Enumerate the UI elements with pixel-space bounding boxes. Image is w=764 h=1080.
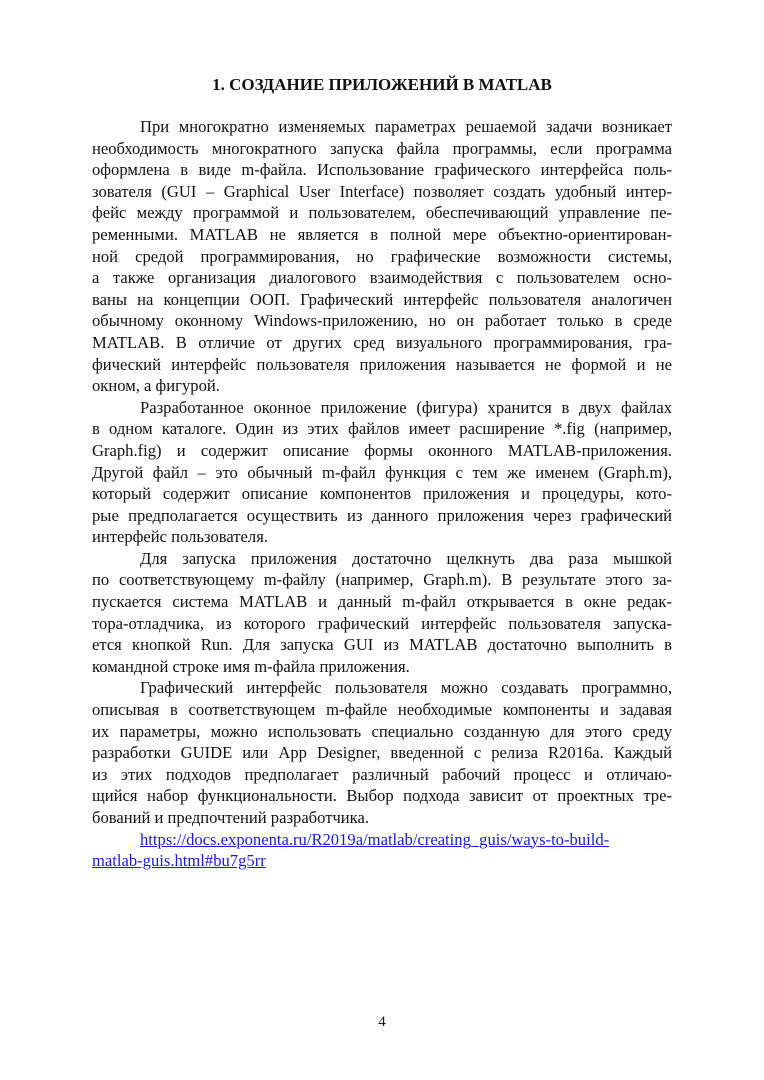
text-line: MATLAB. В отличие от других сред визуального программирования, гра- <box>92 332 672 352</box>
text-line: Graph.fig) и содержит описание формы оконного MATLAB-приложения. <box>92 440 672 460</box>
text-line: ной средой программирования, но графические возможности системы, <box>92 246 672 266</box>
text-line: Другой файл – это обычный m-файл функция с тем же именем (Graph.m), <box>92 462 672 482</box>
text-line: Графический интерфейс пользователя можно создавать программно, <box>140 678 672 698</box>
text-line: в одном каталоге. Один из этих файлов имеет расширение *.fig (например, <box>92 419 672 439</box>
text-line: по соответствующему m-файлу (например, Graph.m). В результате этого за- <box>92 570 672 590</box>
text-line: ется кнопкой Run. Для запуска GUI из MATLAB достаточно выполнить в <box>92 635 672 655</box>
text-line: фический интерфейс пользователя приложения называется не формой и не <box>92 354 672 374</box>
text-line: необходимость многократного запуска файла программы, если программа <box>92 138 672 158</box>
text-line: обычному оконному Windows-приложению, но он работает только в среде <box>92 311 672 331</box>
text-line: окном, а фигурой. <box>92 376 220 396</box>
link-line-1[interactable] <box>92 829 672 851</box>
text-line: а также организация диалогового взаимодействия с пользователем осно- <box>92 268 672 288</box>
text-line: Для запуска приложения достаточно щелкнуть два раза мышкой <box>140 548 672 568</box>
text-line: Разработанное оконное приложение (фигура) хранится в двух файлах <box>140 397 672 417</box>
text-line: фейс между программой и пользователем, обеспечивающий управление пе- <box>92 203 672 223</box>
text-line: оформлена в виде m-файла. Использование графического интерфейса поль- <box>92 160 672 180</box>
text-line: интерфейс пользователя. <box>92 527 268 547</box>
text-line: разработки GUIDE или App Designer, введенной с релиза R2016a. Каждый <box>92 743 672 763</box>
text-line: их параметры, можно использовать специально созданную для этого среду <box>92 721 672 741</box>
text-line: При многократно изменяемых параметрах решаемой задачи возникает <box>140 117 672 136</box>
text-line: зователя (GUI – Graphical User Interface) позволяет создать удобный интер- <box>92 181 672 201</box>
text-line: который содержит описание компонентов приложения и процедуры, кото- <box>92 484 672 504</box>
reference-link-continuation[interactable]: matlab-guis.html#bu7g5rr <box>92 851 266 871</box>
text-line: рые предполагается осуществить из данного приложения через графический <box>92 505 672 525</box>
text-line: бований и предпочтений разработчика. <box>92 808 370 827</box>
text-line: щийся набор функциональности. Выбор подхода зависит от проектных тре- <box>92 786 672 806</box>
text-line: описывая в соответствующем m-файле необходимые компоненты и задавая <box>92 700 672 720</box>
page-title: 1. СОЗДАНИЕ ПРИЛОЖЕНИЙ В MATLAB <box>212 75 552 94</box>
text-line: ременными. MATLAB не является в полной мере объектно-ориентирован- <box>92 224 672 244</box>
page-number: 4 <box>378 1014 386 1030</box>
link-line-2[interactable] <box>92 850 672 872</box>
text-line: ваны на концепции ООП. Графический интерфейс пользователя аналогичен <box>92 289 672 309</box>
reference-link[interactable]: https://docs.exponenta.ru/R2019a/matlab/creating_guis/ways-to-build- <box>140 829 610 849</box>
text-line: из этих подходов предполагает различный рабочий процесс и отличаю- <box>92 764 672 784</box>
body-text <box>92 116 672 872</box>
text-line: пускается система MATLAB и данный m-файл открывается в окне редак- <box>92 592 672 612</box>
text-line: командной строке имя m-файла приложения. <box>92 656 410 676</box>
text-line: тора-отладчика, из которого графический интерфейс пользователя запуска- <box>92 613 672 633</box>
